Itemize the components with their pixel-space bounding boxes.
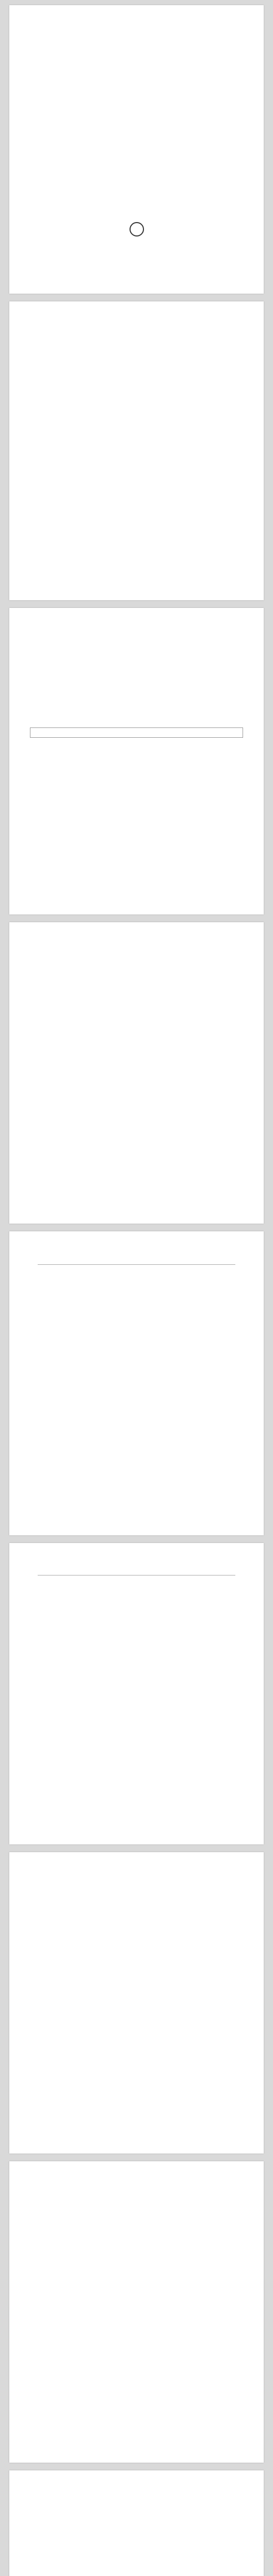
preface-continuation-page (9, 1852, 264, 2154)
dedication-page (9, 922, 264, 1224)
cover-page (9, 5, 264, 294)
blank-page (9, 2161, 264, 2463)
summary-divider (38, 1264, 235, 1265)
cip-box (30, 727, 243, 738)
publisher-logo-icon (129, 222, 144, 237)
preface-page (9, 1543, 264, 1844)
summary-page (9, 1231, 264, 1535)
half-title-page (9, 301, 264, 600)
copyright-page (9, 608, 264, 914)
blank-page-2 (9, 2470, 264, 2576)
